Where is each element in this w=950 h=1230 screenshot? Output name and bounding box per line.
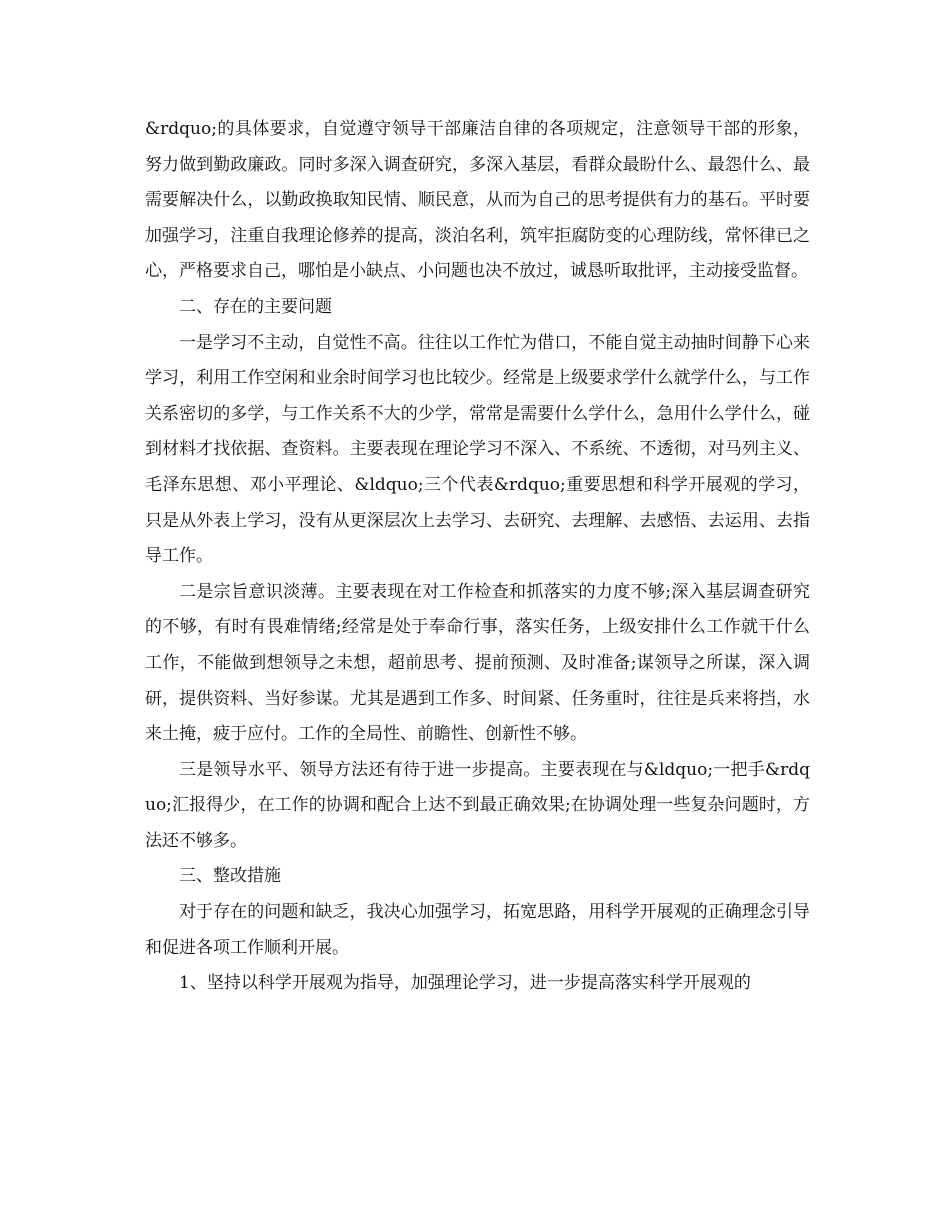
section-heading-measures: 三、整改措施: [179, 866, 281, 887]
body-paragraph: 1、坚持以科学开展观为指导，加强理论学习，进一步提高落实科学开展观的: [179, 973, 751, 994]
body-paragraph: 一是学习不主动，自觉性不高。往往以工作忙为借口，不能自觉主动抽时间静下心来学习，利用工作空闲和业余时间学习也比较少。经常是上级要求学什么就学什么，与工作关系密切的多学，与工作关系不大的少学，常常是需要什么学什么，急用什么学什么，碰到材料才找依据、查资料。主要表现在理论学习不深入、不系统、不透彻，对马列主义、毛泽东思想、邓小平理论、&ldquo;三个代表&rdquo;重要思想和科学开展观的学习，只是从外表上学习，没有从更深层次上去学习、去研究、去理解、去感悟、去运用、去指导工作。: [145, 332, 810, 567]
body-paragraph: 二是宗旨意识淡薄。主要表现在对工作检查和抓落实的力度不够;深入基层调查研究的不够，有时有畏难情绪;经常是处于奉命行事，落实任务，上级安排什么工作就干什么工作，不能做到想领导之未想，超前思考、提前预测、及时准备;谋领导之所谋，深入调研，提供资料、当好参谋。尤其是遇到工作多、时间紧、任务重时，往往是兵来将挡，水来土掩，疲于应付。工作的全局性、前瞻性、创新性不够。: [145, 581, 810, 745]
section-heading-problems: 二、存在的主要问题: [179, 296, 332, 317]
document-page: [145, 112, 810, 1002]
body-paragraph: &rdquo;的具体要求，自觉遵守领导干部廉洁自律的各项规定，注意领导干部的形象，努力做到勤政廉政。同时多深入调查研究，多深入基层，看群众最盼什么、最怨什么、最需要解决什么，以勤政换取知民情、顺民意，从而为自己的思考提供有力的基石。平时要加强学习，注重自我理论修养的提高，淡泊名利，筑牢拒腐防变的心理防线，常怀律已之心，严格要求自己，哪怕是小缺点、小问题也决不放过，诚恳听取批评，主动接受监督。: [145, 119, 810, 282]
body-paragraph: 对于存在的问题和缺乏，我决心加强学习，拓宽思路，用科学开展观的正确理念引导和促进各项工作顺利开展。: [145, 902, 810, 958]
body-paragraph: 三是领导水平、领导方法还有待于进一步提高。主要表现在与&ldquo;一把手&rdquo;汇报得少，在工作的协调和配合上达不到最正确效果;在协调处理一些复杂问题时，方法还不够多。: [145, 759, 810, 851]
